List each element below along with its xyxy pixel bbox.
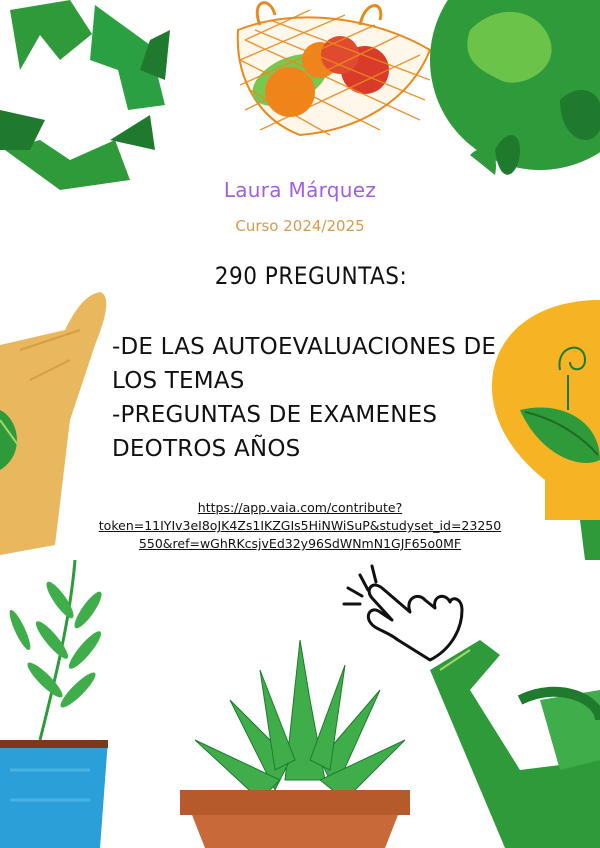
link-line[interactable]: 550&ref=wGhRKcsjvEd32y96SdWNmN1GJF65o0MF xyxy=(138,536,462,551)
content-list xyxy=(112,330,502,466)
link-line[interactable]: token=11IYIv3eI8oJK4Zs1IKZGIs5HiNWiSuP&studyset_id=23250 xyxy=(98,518,502,533)
list-item: -DE LAS AUTOEVALUACIONES DE LOS TEMAS xyxy=(112,334,497,394)
contribute-link[interactable] xyxy=(70,499,530,553)
fruit-bag-icon xyxy=(238,3,430,135)
plant-pot-icon xyxy=(0,560,108,848)
tap-gesture-icon xyxy=(344,566,462,660)
author-name: Laura Márquez xyxy=(223,178,377,202)
recycle-icon xyxy=(0,0,170,190)
link-line[interactable]: https://app.vaia.com/contribute? xyxy=(197,500,403,515)
page-title: 290 PREGUNTAS: xyxy=(214,262,408,290)
aloe-pot-icon xyxy=(180,640,410,848)
list-item: -PREGUNTAS DE EXAMENES DEOTROS AÑOS xyxy=(112,402,438,462)
course-year: Curso 2024/2025 xyxy=(235,217,365,235)
watering-can-icon xyxy=(430,640,600,848)
globe-icon xyxy=(430,0,600,175)
